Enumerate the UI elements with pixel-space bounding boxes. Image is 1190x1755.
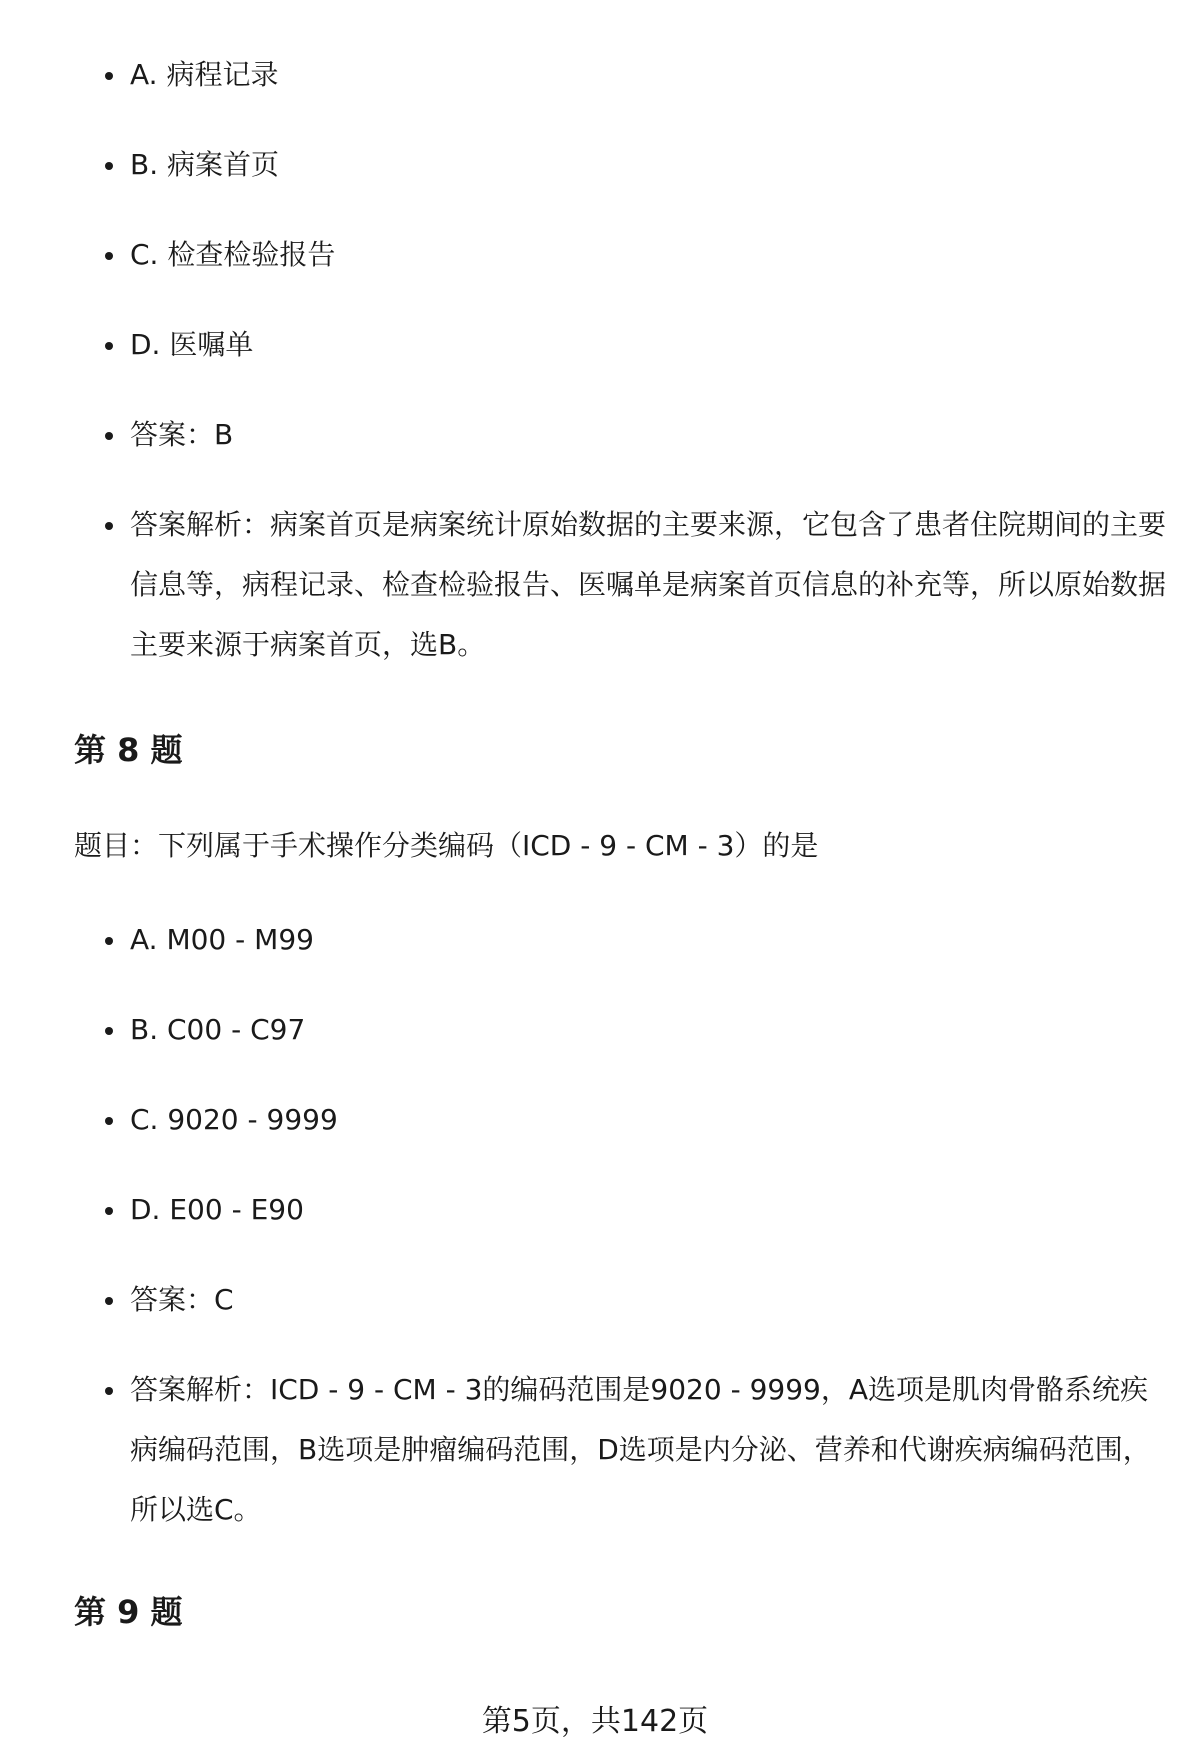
option-c: C. 检查检验报告 <box>130 225 1170 285</box>
answer: 答案：B <box>130 405 1170 465</box>
option-d: D. E00 - E90 <box>130 1180 1170 1240</box>
question-heading: 第 9 题 <box>74 1593 183 1631</box>
answer: 答案：C <box>130 1270 1170 1330</box>
option-b: B. 病案首页 <box>130 135 1170 195</box>
option-a: A. 病程记录 <box>130 45 1170 105</box>
option-b: B. C00 - C97 <box>130 1000 1170 1060</box>
answer-analysis: 答案解析：ICD - 9 - CM - 3的编码范围是9020 - 9999，A选项是肌肉骨骼系统疾病编码范围，B选项是肿瘤编码范围，D选项是内分泌、营养和代谢疾病编码范围，所以选C。 <box>130 1360 1170 1540</box>
question-text: 题目：下列属于手术操作分类编码（ICD - 9 - CM - 3）的是 <box>74 829 819 862</box>
page-number: 第5页，共142页 <box>481 1704 709 1739</box>
answer-analysis: 答案解析：病案首页是病案统计原始数据的主要来源，它包含了患者住院期间的主要信息等，病程记录、检查检验报告、医嘱单是病案首页信息的补充等，所以原始数据主要来源于病案首页，选B。 <box>130 495 1170 675</box>
option-c: C. 9020 - 9999 <box>130 1090 1170 1150</box>
option-d: D. 医嘱单 <box>130 315 1170 375</box>
question-heading: 第 8 题 <box>74 731 183 769</box>
option-a: A. M00 - M99 <box>130 910 1170 970</box>
